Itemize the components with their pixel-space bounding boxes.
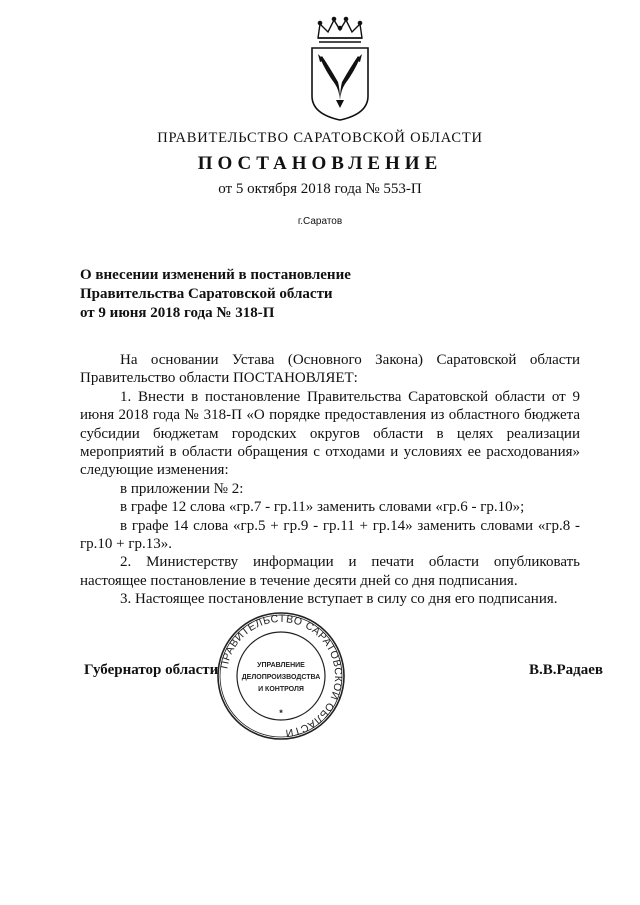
svg-text:УПРАВЛЕНИЕ: УПРАВЛЕНИЕ [257, 662, 305, 669]
subject-line: Правительства Саратовской области [80, 286, 333, 302]
document-body [80, 351, 580, 609]
body-paragraph: 2. Министерству информации и печати области опубликовать настоящее постановление в течение десяти дней со дня подписания. [80, 554, 580, 589]
government-name: ПРАВИТЕЛЬСТВО САРАТОВСКОЙ ОБЛАСТИ [157, 130, 483, 146]
body-paragraph: 3. Настоящее постановление вступает в силу со дня его подписания. [120, 591, 558, 608]
official-seal-stamp [215, 610, 347, 742]
signatory-position: Губернатор области [84, 662, 219, 678]
signatory-name: В.В.Радаев [529, 662, 604, 678]
subject-line: О внесении изменений в постановление [80, 267, 351, 283]
body-paragraph: в графе 12 слова «гр.7 - гр.11» заменить словами «гр.6 - гр.10»; [120, 499, 525, 516]
document-type: ПОСТАНОВЛЕНИЕ [197, 153, 443, 174]
document-city: г.Саратов [297, 216, 343, 227]
body-paragraph: 1. Внести в постановление Правительства Саратовской области от 9 июня 2018 года № 318-П «О порядке предоставления из областного бюджета субсидии бюджетам городских округов области в целях реализации мероприятий в области обращения с отходами и условиях ее расходования» следующие изменения: [80, 388, 580, 479]
subject-line: от 9 июня 2018 года № 318-П [80, 305, 275, 321]
svg-text:ДЕЛОПРОИЗВОДСТВА: ДЕЛОПРОИЗВОДСТВА [241, 674, 321, 681]
svg-text:*: * [279, 708, 283, 718]
body-paragraph: На основании Устава (Основного Закона) Саратовской области Правительство области ПОСТАНОВЛЯЕТ: [80, 352, 580, 387]
svg-text:ПРАВИТЕЛЬСТВО САРАТОВСКОЙ ОБЛА: ПРАВИТЕЛЬСТВО САРАТОВСКОЙ ОБЛАСТИ [218, 612, 345, 739]
saratov-coat-of-arms-icon [306, 16, 374, 122]
document-date-number: от 5 октября 2018 года № 553-П [218, 181, 422, 197]
body-paragraph: в приложении № 2: [120, 480, 244, 497]
svg-text:И КОНТРОЛЯ: И КОНТРОЛЯ [258, 686, 304, 693]
body-paragraph: в графе 14 слова «гр.5 + гр.9 - гр.11 + гр.14» заменить словами «гр.8 - гр.10 + гр.13». [80, 517, 580, 553]
document-subject [80, 266, 351, 323]
